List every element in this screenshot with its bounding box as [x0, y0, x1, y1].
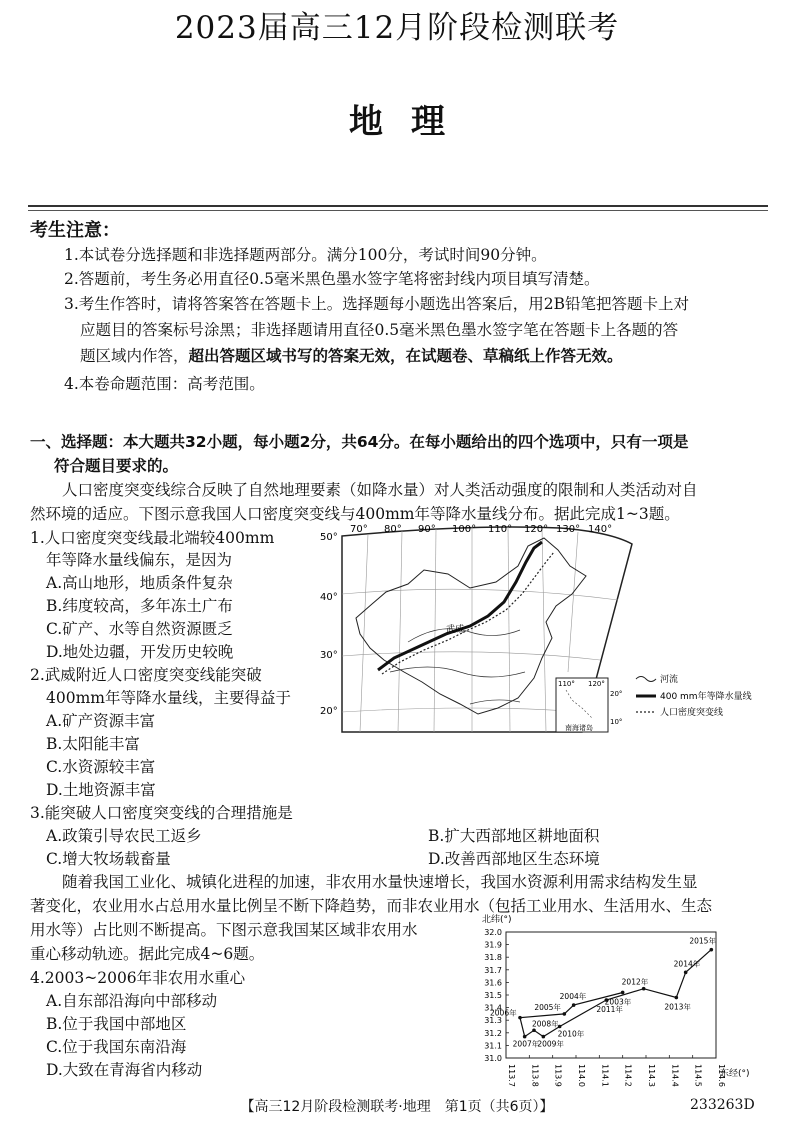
q1-stem: 1.人口密度突变线最北端较400mm: [30, 529, 275, 547]
water-center-chart: [470, 910, 770, 1094]
y-tick-label: 31.5: [484, 991, 502, 1000]
q2-option: D.土地资源丰富: [46, 781, 156, 799]
x-tick-label: 114.5: [693, 1064, 703, 1087]
point-label: 2006年: [490, 1008, 517, 1018]
data-point: [684, 971, 688, 975]
notice-item: 2.答题前，考生务必用直径0.5毫米黑色墨水签字笔将密封线内项目填写清楚。: [64, 270, 600, 288]
svg-text:140°: 140°: [588, 524, 613, 535]
map-legend: [636, 673, 752, 718]
lat-labels: [320, 532, 338, 717]
point-label: 2009年: [537, 1039, 564, 1049]
y-tick-label: 31.9: [484, 940, 502, 950]
passage-line: 然环境的适应。下图示意我国人口密度突变线与400mm年等降水量线分布。据此完成1~3题。: [30, 505, 680, 523]
inset-name: 南海诸岛: [565, 724, 593, 732]
q3-option: D.改善西部地区生态环境: [428, 850, 600, 868]
legend-density: 人口密度突变线: [660, 708, 724, 718]
y-tick-label: 31.4: [484, 1003, 502, 1013]
q3-stem: 3.能突破人口密度突变线的合理措施是: [30, 804, 293, 822]
notice-item: 题区域内作答，超出答题区域书写的答案无效，在试题卷、草稿纸上作答无效。: [80, 347, 623, 365]
inset-lat-label: 10°: [610, 718, 623, 726]
q2-option: B.太阳能丰富: [46, 735, 140, 753]
svg-text:40°: 40°: [320, 592, 338, 603]
legend-river: 河流: [660, 675, 679, 685]
notice-item: 4.本卷命题范围：高考范围。: [64, 375, 265, 393]
notice-warning: 超出答题区域书写的答案无效，在试题卷、草稿纸上作答无效。: [188, 347, 623, 365]
data-point: [518, 1016, 522, 1020]
y-tick-label: 31.0: [484, 1054, 502, 1063]
svg-text:100°: 100°: [452, 524, 477, 535]
passage-line: 用水等）占比则不断提高。下图示意我国某区域非农用水: [30, 921, 418, 939]
subject-title: 地理: [349, 102, 473, 142]
header-divider-thin: [28, 210, 768, 211]
x-tick-label: 113.8: [530, 1064, 540, 1087]
data-point: [710, 948, 714, 952]
inset-lon-label: 110°: [558, 680, 575, 688]
inset-lon-label: 120°: [588, 680, 605, 688]
passage-line: 重心移动轨迹。据此完成4~6题。: [30, 945, 265, 963]
x-tick-label: 114.6: [717, 1064, 726, 1087]
data-point: [542, 1035, 546, 1039]
y-tick-label: 32.0: [484, 928, 502, 937]
q1-option: D.地处边疆，开发历史较晚: [46, 643, 234, 661]
header-divider: [28, 205, 768, 207]
q4-option: C.位于我国东南沿海: [46, 1038, 187, 1056]
y-tick-label: 31.7: [484, 965, 502, 975]
place-label: 武威: [446, 625, 465, 635]
data-point: [532, 1028, 536, 1032]
x-axis-label: 东经(°): [720, 1069, 750, 1079]
svg-text:110°: 110°: [488, 524, 513, 535]
data-point: [675, 996, 679, 1000]
q2-stem: 2.武威附近人口密度突变线能突破: [30, 666, 262, 684]
svg-text:130°: 130°: [556, 524, 581, 535]
y-tick-label: 31.1: [484, 1041, 502, 1051]
x-tick-label: 114.2: [623, 1064, 633, 1087]
q4-option: D.大致在青海省内移动: [46, 1061, 203, 1079]
svg-text:120°: 120°: [524, 524, 549, 535]
y-axis-label: 北纬(°): [482, 915, 512, 925]
point-label: 2004年: [559, 992, 587, 1002]
section-heading: 一、选择题：本大题共32小题，每小题2分，共64分。在每小题给出的四个选项中，只有一项是: [30, 433, 689, 451]
page-footer: 【高三12月阶段检测联考·地理 第1页（共6页）】: [240, 1099, 554, 1115]
point-label: 2015年: [689, 936, 716, 946]
point-label: 2013年: [664, 1002, 691, 1012]
svg-text:50°: 50°: [320, 532, 338, 543]
q1-option: B.纬度较高，多年冻土广布: [46, 597, 233, 615]
exam-title: 2023届高三12月阶段检测联考: [174, 10, 620, 46]
svg-text:80°: 80°: [384, 524, 402, 535]
y-tick-label: 31.3: [484, 1016, 502, 1026]
point-label: 2010年: [557, 1029, 585, 1039]
notice-item: 3.考生作答时，请将答案答在答题卡上。选择题每小题选出答案后，用2B铅笔把答题卡上对: [64, 295, 690, 313]
point-label: 2012年: [621, 977, 649, 987]
data-point: [642, 987, 646, 991]
point-label: 2011年: [596, 1005, 623, 1015]
legend-river-symbol: [636, 677, 656, 682]
q2-stem-cont: 400mm年等降水量线，主要得益于: [46, 689, 291, 707]
x-tick-label: 114.3: [647, 1064, 656, 1087]
passage-line: 人口密度突变线综合反映了自然地理要素（如降水量）对人类活动强度的限制和人类活动对自: [62, 481, 698, 499]
section-heading-cont: 符合题目要求的。: [54, 457, 179, 475]
svg-text:20°: 20°: [320, 706, 338, 717]
point-label: 2014年: [673, 959, 701, 969]
q1-option: C.矿产、水等自然资源匮乏: [46, 620, 233, 638]
y-tick-labels: [484, 928, 502, 1063]
notice-item: 1.本试卷分选择题和非选择题两部分。满分100分，考试时间90分钟。: [64, 246, 547, 264]
q3-option: C.增大牧场载畜量: [46, 850, 171, 868]
point-label: 2007年: [512, 1039, 540, 1049]
svg-text:30°: 30°: [320, 650, 338, 661]
x-tick-label: 114.0: [577, 1064, 586, 1087]
exam-code: 233263D: [690, 1097, 755, 1113]
data-point: [621, 991, 625, 995]
x-tick-label: 113.9: [553, 1064, 563, 1087]
q1-option: A.高山地形，地质条件复杂: [46, 574, 233, 592]
legend-isohyet: 400 mm年等降水量线: [660, 692, 752, 702]
q1-stem-cont: 年等降水量线偏东，是因为: [46, 551, 233, 569]
data-point: [572, 1003, 576, 1007]
q2-option: A.矿产资源丰富: [46, 712, 156, 730]
svg-text:90°: 90°: [418, 524, 436, 535]
q4-option: A.自东部沿海向中部移动: [46, 992, 218, 1010]
data-point: [563, 1012, 567, 1016]
x-tick-label: 114.4: [670, 1064, 680, 1087]
x-tick-labels: [507, 1064, 726, 1087]
china-map-figure: [320, 522, 770, 740]
q2-option: C.水资源较丰富: [46, 758, 156, 776]
notice-heading: 考生注意：: [30, 220, 120, 241]
q3-option: A.政策引导农民工返乡: [46, 827, 202, 845]
y-tick-label: 31.8: [484, 953, 502, 963]
point-label: 2008年: [532, 1019, 559, 1029]
x-tick-label: 114.1: [600, 1064, 610, 1087]
svg-text:70°: 70°: [350, 524, 368, 535]
notice-item: 应题目的答案标号涂黑；非选择题请用直径0.5毫米黑色墨水签字笔在答题卡上各题的答: [80, 321, 679, 339]
y-tick-label: 31.2: [484, 1028, 502, 1038]
point-label: 2005年: [534, 1002, 561, 1012]
y-tick-label: 31.6: [484, 978, 502, 988]
point-label: 2003年: [604, 997, 632, 1007]
q4-option: B.位于我国中部地区: [46, 1015, 187, 1033]
inset-lat-label: 20°: [610, 690, 623, 698]
x-tick-label: 113.7: [507, 1064, 516, 1087]
q4-stem: 4.2003~2006年非农用水重心: [30, 969, 246, 987]
passage-line: 随着我国工业化、城镇化进程的加速，非农用水量快速增长，我国水资源利用需求结构发生显: [62, 873, 698, 891]
q3-option: B.扩大西部地区耕地面积: [428, 827, 600, 845]
data-point: [523, 1035, 527, 1039]
passage-line: 著变化，农业用水占总用水量比例呈不断下降趋势，而非农业用水（包括工业用水、生活用水、生态: [30, 897, 713, 915]
